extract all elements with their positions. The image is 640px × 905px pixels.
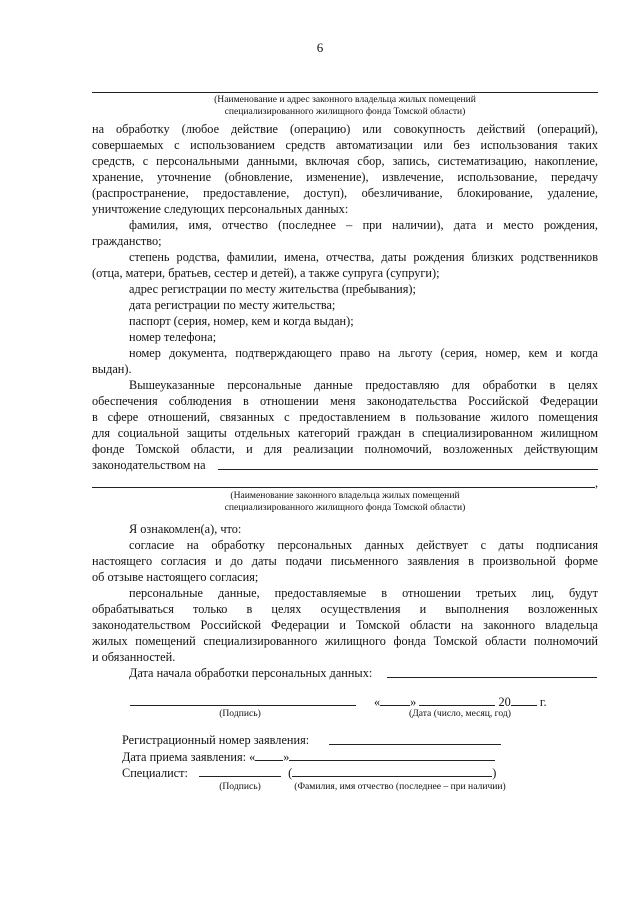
reg-number-field[interactable] — [329, 744, 501, 745]
intro-line: совершаемых с использованием средств автоматизации или без использования таких — [92, 138, 598, 152]
specialist-sign-field[interactable] — [199, 765, 281, 777]
purpose-last-text: законодательством на — [92, 458, 206, 472]
paren-close: ) — [492, 766, 497, 780]
quote-open: « — [374, 695, 381, 709]
paren-open: ( — [288, 766, 293, 780]
start-date-label: Дата начала обработки персональных данных: — [129, 666, 373, 680]
legislation-owner-line[interactable] — [218, 469, 598, 470]
intro-line: уничтожение следующих персональных данных: — [92, 202, 349, 216]
purpose-line-last — [92, 458, 598, 473]
data-item: фамилия, имя, отчество (последнее – при наличии), дата и место рождения, — [129, 218, 598, 232]
third-party-line: жилых помещений специализированного жилищного фонда Томской области полномочий — [92, 634, 598, 648]
data-item: номер документа, подтверждающего право на льготу (серия, номер, кем и когда — [129, 346, 598, 360]
purpose-line: Вышеуказанные персональные данные предоставляю для обработки в целях — [129, 378, 598, 392]
year-prefix: 20 — [498, 695, 511, 709]
third-party-line: персональные данные, предоставляемые в отношении третьих лиц, будут — [129, 586, 598, 600]
specialist-name-field[interactable] — [292, 765, 492, 777]
owner-caption-line2: специализированного жилищного фонда Томской области) — [224, 106, 466, 117]
specialist-label: Специалист: — [122, 766, 188, 780]
data-item: гражданство; — [92, 234, 162, 248]
quote-close: » — [410, 695, 417, 709]
date-caption: (Дата (число, месяц, год) — [409, 708, 511, 719]
data-item: дата регистрации по месту жительства; — [129, 298, 336, 312]
consent-line: согласие на обработку персональных данных действует с даты подписания — [129, 538, 598, 552]
data-item: выдан). — [92, 362, 132, 376]
data-item: адрес регистрации по месту жительства (пребывания); — [129, 282, 416, 296]
third-party-line: законодательством Российской Федерации и Томской области на законного владельца — [92, 618, 598, 632]
specialist-name-caption: (Фамилия, имя отчество (последнее – при наличии) — [294, 781, 506, 792]
specialist-row — [122, 765, 522, 781]
intro-line: хранение, уточнение (обновление, изменение), извлечение, использование, передачу — [92, 170, 598, 184]
acquainted-heading: Я ознакомлен(а), что: — [129, 522, 242, 536]
accept-day-field[interactable] — [255, 749, 283, 761]
month-field[interactable] — [419, 694, 495, 706]
signature-field[interactable] — [130, 705, 356, 706]
owner-caption2-line1: (Наименование законного владельца жилых помещений — [230, 490, 460, 501]
page-number: 6 — [316, 40, 324, 55]
year-field[interactable] — [511, 694, 537, 706]
specialist-sign-caption: (Подпись) — [219, 781, 261, 792]
quote-close: » — [283, 750, 290, 764]
reg-number-label: Регистрационный номер заявления: — [122, 733, 310, 747]
third-party-line: обрабатываться только в целях осуществления и выполнения возложенных — [92, 602, 598, 616]
owner-caption2-line2: специализированного жилищного фонда Томской области) — [224, 502, 466, 513]
accept-month-year-field[interactable] — [289, 749, 495, 761]
intro-line: на обработку (любое действие (операцию) или совокупность действий (операций), — [92, 122, 598, 136]
purpose-line: фонде Томской области, и для реализации полномочий, возложенных действующим — [92, 442, 598, 456]
consent-line: об отзыве настоящего согласия; — [92, 570, 259, 584]
data-item: паспорт (серия, номер, кем и когда выдан); — [129, 314, 354, 328]
purpose-line: в сфере отношений, связанных с предоставлением в пользование жилого помещения — [92, 410, 598, 424]
quote-open: « — [249, 750, 256, 764]
sign-caption: (Подпись) — [219, 708, 261, 719]
accept-date-row — [122, 749, 522, 765]
start-date-field[interactable] — [387, 677, 597, 678]
consent-line: настоящего согласия и до даты подачи письменного заявления в произвольной форме — [92, 554, 598, 568]
data-item: (отца, матери, братьев, сестер и детей), а также супруга (супруги); — [92, 266, 440, 280]
intro-line: средств, с персональными данными, включая сбор, запись, систематизацию, накопление, — [92, 154, 598, 168]
accept-date-label: Дата приема заявления: — [122, 750, 247, 764]
owner-caption-line1: (Наименование и адрес законного владельца жилых помещений — [214, 94, 476, 105]
intro-line: (распространение, предоставление, доступ), обезличивание, блокирование, удаление, — [92, 186, 598, 200]
data-item: номер телефона; — [129, 330, 217, 344]
day-field[interactable] — [380, 694, 410, 706]
third-party-line: и обязанностей. — [92, 650, 176, 664]
data-item: степень родства, фамилии, имена, отчества, даты рождения близких родственников — [129, 250, 598, 264]
owner-name-line-2[interactable] — [92, 487, 595, 488]
owner-name-line[interactable] — [92, 92, 598, 93]
line-end-comma: , — [595, 476, 599, 490]
purpose-line: обеспечения соблюдения в отношении меня законодательства Российской Федерации — [92, 394, 598, 408]
year-suffix: г. — [539, 695, 547, 709]
purpose-line: для социальной защиты отдельных категорий граждан в специализированном жилищном — [92, 426, 598, 440]
